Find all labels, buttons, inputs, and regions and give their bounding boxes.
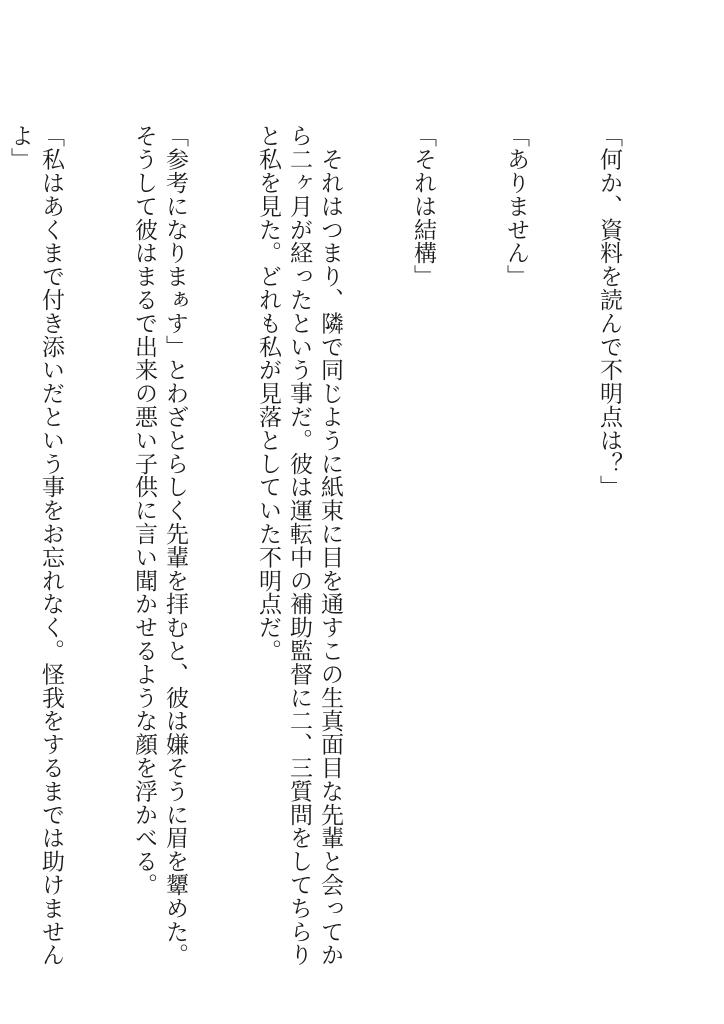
paragraph-chaperone-warning: 「私はあくまで付き添いだという事をお忘れなく。怪我をするまでは助けませんよ」 (7, 124, 64, 967)
paragraph-reply-none: 「ありません」 (503, 124, 529, 288)
paragraph-reply-fine: 「それは結構」 (410, 124, 436, 288)
paragraph-reference: 「参考になりまぁす」とわざとらしく先輩を拝むと、彼は嫌そうに眉を顰めた。そうして彼はまるで出来の悪い子供に言い聞かせるような顔を浮かべる。 (131, 124, 188, 967)
paragraph-narration-two-months: それはつまり、隣で同じように紙束に目を通すこの生真面目な先輩と会ってから二ヶ月が経ったという事だ。彼は運転中の補助監督に二、三質問をしてちらりと私を見た。どれも私が見落としていた不明点だ。 (255, 124, 343, 967)
paragraph-question: 「何か、資料を読んで不明点は？」 (596, 124, 622, 499)
vertical-text-body (0, 124, 686, 984)
